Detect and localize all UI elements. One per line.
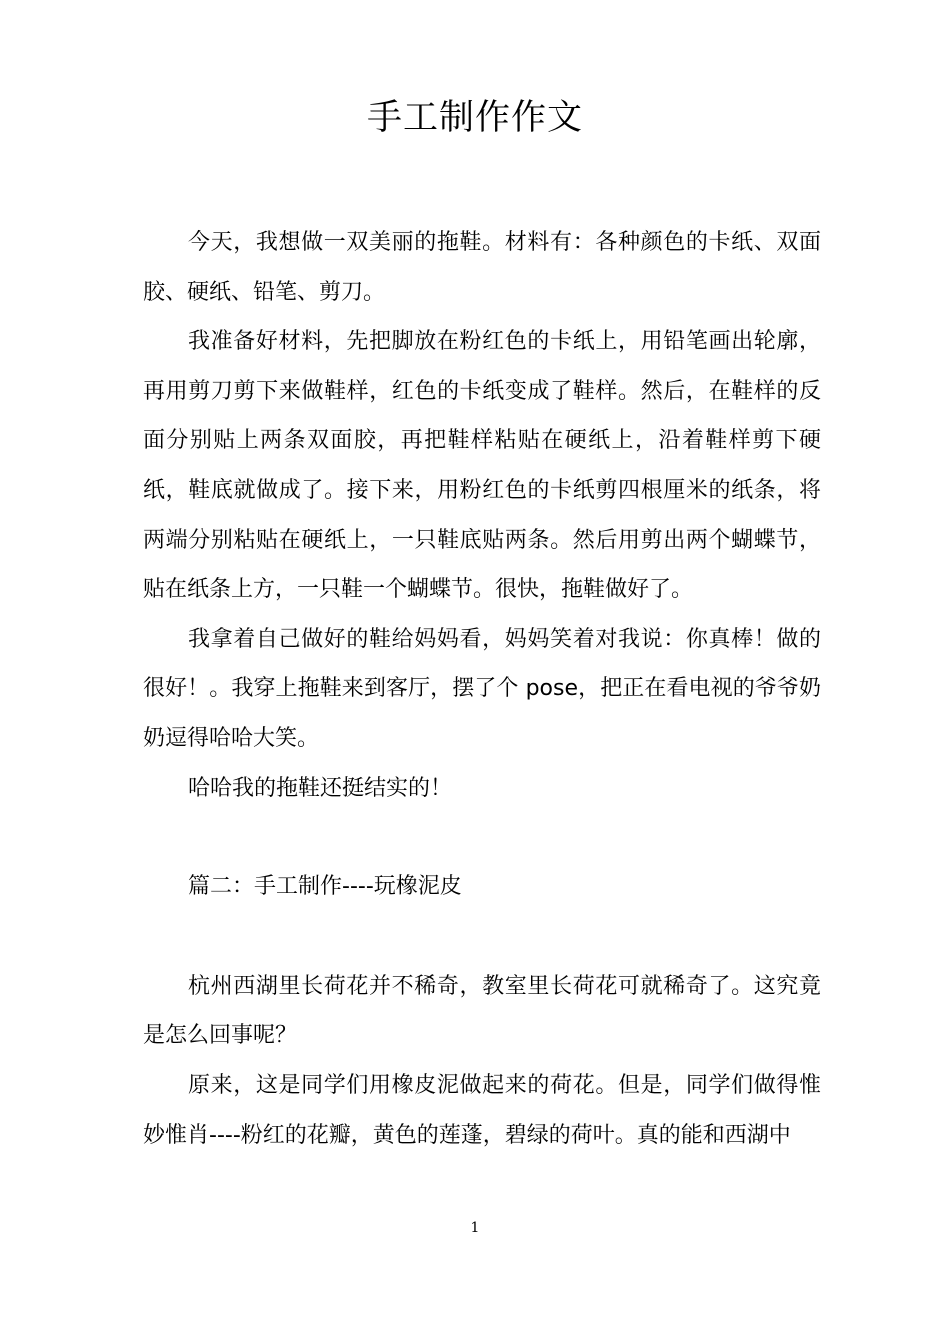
section-heading: 篇二：手工制作----玩橡泥皮 [188,874,462,900]
page-number: 1 [470,1220,480,1236]
document-body [143,218,821,1160]
paragraph: 今天，我想做一双美丽的拖鞋。材料有：各种颜色的卡纸、双面胶、硬纸、铅笔、剪刀。 [143,230,821,305]
document-title: 手工制作作文 [366,98,583,138]
paragraph: 我准备好材料，先把脚放在粉红色的卡纸上，用铅笔画出轮廓，再用剪刀剪下来做鞋样，红色的卡纸变成了鞋样。然后，在鞋样的反面分别贴上两条双面胶，再把鞋样粘贴在硬纸上，沿着鞋样剪下硬纸，鞋底就做成了。接下来，用粉红色的卡纸剪四根厘米的纸条，将两端分别粘贴在硬纸上，一只鞋底贴两条。然后用剪出两个蝴蝶节，贴在纸条上方，一只鞋一个蝴蝶节。很快，拖鞋做好了。 [143,329,821,603]
paragraph: 原来，这是同学们用橡皮泥做起来的荷花。但是，同学们做得惟妙惟肖----粉红的花瓣，黄色的莲蓬，碧绿的荷叶。真的能和西湖中 [143,1072,821,1148]
paragraph-spacer [143,813,821,862]
paragraph: 我拿着自己做好的鞋给妈妈看，妈妈笑着对我说：你真棒！做的很好！。我穿上拖鞋来到客厅，摆了个 pose，把正在看电视的爷爷奶奶逗得哈哈大笑。 [143,626,821,751]
paragraph: 哈哈我的拖鞋还挺结实的！ [188,775,453,801]
paragraph: 杭州西湖里长荷花并不稀奇，教室里长荷花可就稀奇了。这究竟是怎么回事呢？ [143,973,821,1049]
paragraph-spacer [143,912,821,962]
